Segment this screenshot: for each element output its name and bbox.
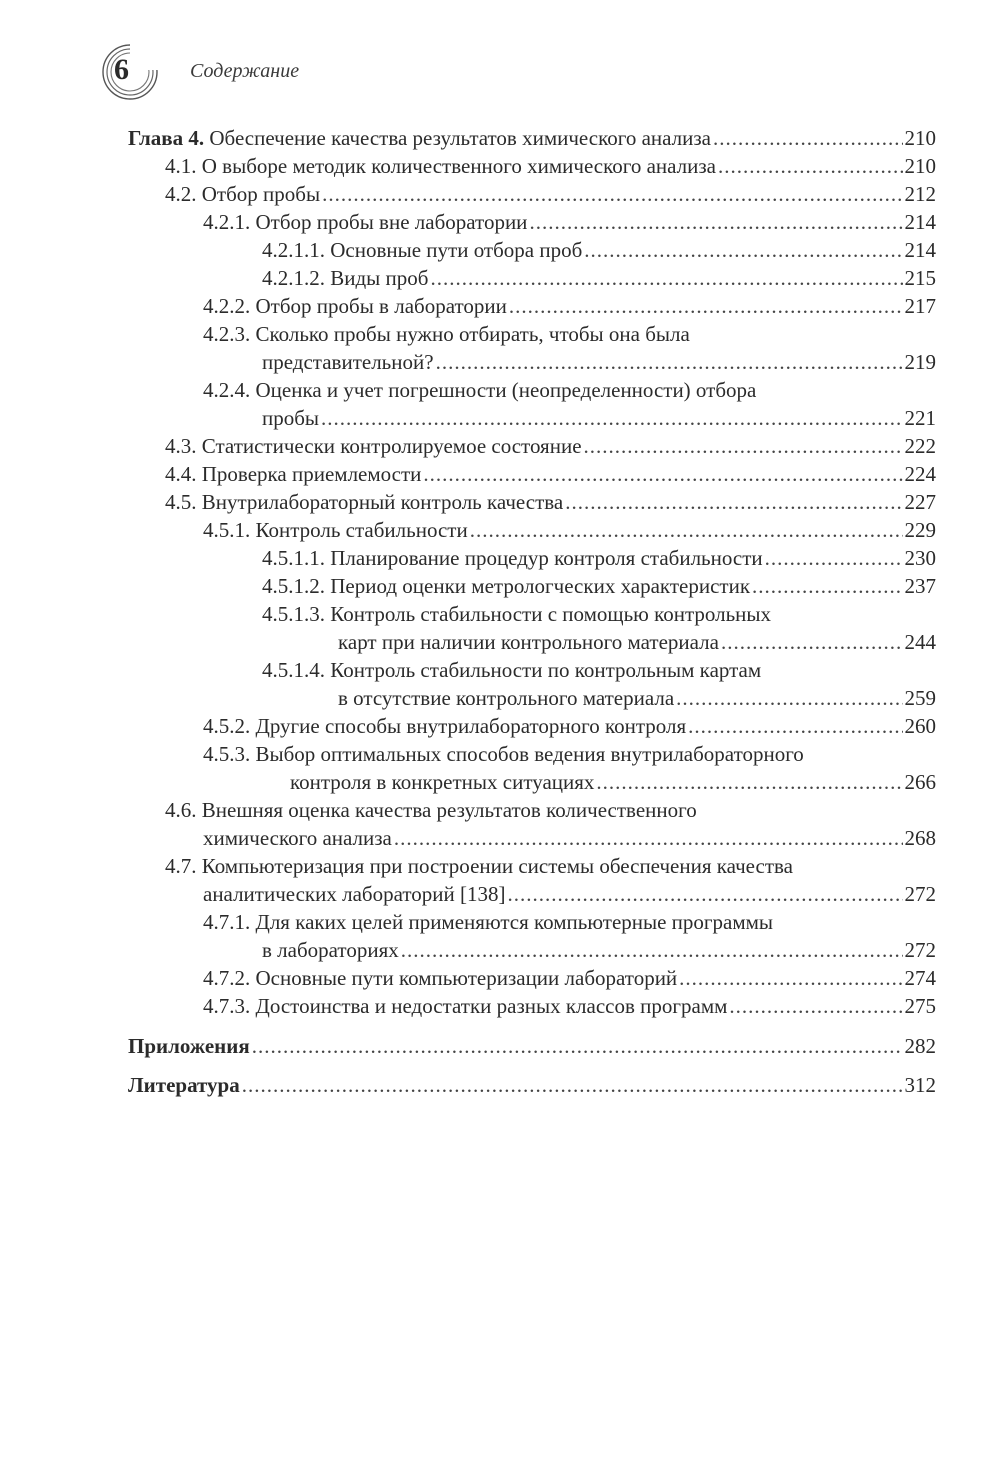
toc-entry-4-5-3[interactable] — [290, 768, 936, 796]
toc-entry-title: 4.5.1.2. Период оценки метрологческих характеристик — [262, 574, 751, 598]
toc-page-number: 214 — [904, 210, 936, 234]
toc-entry-continuation: в лабораториях — [262, 938, 399, 962]
toc-entry-title: 4.1. О выборе методик количественного химического анализа — [165, 154, 717, 178]
toc-page-number: 230 — [904, 546, 936, 570]
toc-entry-literature[interactable] — [128, 1071, 936, 1099]
dot-leader — [508, 880, 903, 908]
toc-page-number: 210 — [904, 126, 936, 150]
toc-entry-4-2-4-title[interactable]: 4.2.4. Оценка и учет погрешности (неопределенности) отбора — [203, 378, 757, 402]
toc-page-number: 222 — [904, 434, 936, 458]
toc-entry-4-5-1[interactable] — [203, 516, 936, 544]
dot-leader — [718, 152, 902, 180]
dot-leader — [321, 404, 902, 432]
toc-entry-4-5-1-3-title[interactable]: 4.5.1.3. Контроль стабильности с помощью контрольных — [262, 602, 772, 626]
dot-leader — [688, 712, 902, 740]
dot-leader — [322, 180, 902, 208]
dot-leader — [242, 1071, 903, 1099]
toc-page-number: 214 — [904, 238, 936, 262]
toc-entry-4-1[interactable] — [165, 152, 936, 180]
toc-entry-title: 4.7.2. Основные пути компьютеризации лабораторий — [203, 966, 678, 990]
dot-leader — [679, 964, 902, 992]
toc-entry-title: 4.2.1. Отбор пробы вне лаборатории — [203, 210, 528, 234]
page-number: 6 — [114, 53, 129, 86]
dot-leader — [470, 516, 903, 544]
dot-leader — [584, 236, 902, 264]
toc-page-number: 260 — [904, 714, 936, 738]
toc-entry-4-7[interactable] — [203, 880, 936, 908]
toc-entry-continuation: карт при наличии контрольного материала — [338, 630, 719, 654]
dot-leader — [713, 124, 903, 152]
toc-entry-title: Обеспечение качества результатов химического анализа — [209, 126, 711, 150]
toc-page-number: 217 — [904, 294, 936, 318]
toc-page-number: 244 — [904, 630, 936, 654]
toc-page-number: 268 — [904, 826, 936, 850]
toc-entry-continuation: пробы — [262, 406, 320, 430]
toc-entry-4-4[interactable] — [165, 460, 936, 488]
dot-leader — [765, 544, 903, 572]
toc-entry-4-5-1-4-title[interactable]: 4.5.1.4. Контроль стабильности по контрольным картам — [262, 658, 762, 682]
toc-entry-title: 4.2.1.2. Виды проб — [262, 266, 429, 290]
dot-leader — [509, 292, 903, 320]
toc-entry-4-7-title[interactable]: 4.7. Компьютеризация при построении системы обеспечения качества — [165, 854, 793, 878]
toc-entry-4-2-2[interactable] — [203, 292, 936, 320]
toc-page-number: 272 — [904, 938, 936, 962]
toc-page-number: 312 — [904, 1073, 936, 1097]
dot-leader — [436, 348, 903, 376]
toc-entry-4-2-1[interactable] — [203, 208, 936, 236]
toc-entry-title: Приложения — [128, 1034, 250, 1058]
toc-entry-continuation: представительной? — [262, 350, 434, 374]
toc-entry-4-5-1-1[interactable] — [262, 544, 936, 572]
dot-leader — [423, 460, 902, 488]
toc-page-number: 229 — [904, 518, 936, 542]
toc-page-number: 274 — [904, 966, 936, 990]
toc-page-number: 215 — [904, 266, 936, 290]
toc-entry-4-5-1-4[interactable] — [338, 684, 936, 712]
toc-entry-continuation: контроля в конкретных ситуациях — [290, 770, 595, 794]
toc-page-number: 224 — [904, 462, 936, 486]
toc-page-number: 275 — [904, 994, 936, 1018]
toc-page-number: 259 — [904, 686, 936, 710]
toc-entry-4-7-3[interactable] — [203, 992, 936, 1020]
toc-entry-title: 4.2. Отбор пробы — [165, 182, 321, 206]
toc-page-number: 221 — [904, 406, 936, 430]
dot-leader — [430, 264, 902, 292]
dot-leader — [721, 628, 903, 656]
toc-entry-4-5-1-3[interactable] — [338, 628, 936, 656]
toc-entry-title: 4.4. Проверка приемлемости — [165, 462, 422, 486]
toc-entry-4-5[interactable] — [165, 488, 936, 516]
toc-entry-title: 4.5.1.1. Планирование процедур контроля стабильности — [262, 546, 763, 570]
toc-page-number: 210 — [904, 154, 936, 178]
toc-entry-title: Литература — [128, 1073, 240, 1097]
chapter-label: Глава 4. — [128, 126, 205, 150]
toc-page-number: 219 — [904, 350, 936, 374]
toc-entry-4-2[interactable] — [165, 180, 936, 208]
toc-entry-continuation: химического анализа — [203, 826, 392, 850]
toc-page-number: 212 — [904, 182, 936, 206]
toc-page-number: 266 — [904, 770, 936, 794]
dot-leader — [584, 432, 903, 460]
dot-leader — [401, 936, 903, 964]
toc-entry-title: 4.5.2. Другие способы внутрилабораторного контроля — [203, 714, 687, 738]
toc-entry-4-2-1-1[interactable] — [262, 236, 936, 264]
toc-entry-title: 4.2.2. Отбор пробы в лаборатории — [203, 294, 507, 318]
dot-leader — [394, 824, 903, 852]
toc-page-number: 227 — [904, 490, 936, 514]
toc-entry-continuation: в отсутствие контрольного материала — [338, 686, 675, 710]
toc-entry-4-5-2[interactable] — [203, 712, 936, 740]
toc-entry-4-7-1[interactable] — [262, 936, 936, 964]
dot-leader — [752, 572, 902, 600]
dot-leader — [565, 488, 902, 516]
dot-leader — [729, 992, 902, 1020]
toc-entry-4-7-1-title[interactable]: 4.7.1. Для каких целей применяются компьютерные программы — [203, 910, 774, 934]
toc-entry-4-3[interactable] — [165, 432, 936, 460]
toc-entry-4-2-3-title[interactable]: 4.2.3. Сколько пробы нужно отбирать, чтобы она была — [203, 322, 690, 346]
toc-entry-continuation: аналитических лабораторий [138] — [203, 882, 506, 906]
toc-entry-chapter-4[interactable] — [128, 124, 936, 152]
toc-entry-4-5-1-2[interactable] — [262, 572, 936, 600]
toc-entry-appendix[interactable] — [128, 1032, 936, 1060]
toc-entry-4-2-1-2[interactable] — [262, 264, 936, 292]
toc-page-number: 237 — [904, 574, 936, 598]
toc-entry-4-6-title[interactable]: 4.6. Внешняя оценка качества результатов количественного — [165, 798, 697, 822]
dot-leader — [596, 768, 902, 796]
dot-leader — [252, 1032, 903, 1060]
running-title: Содержание — [190, 60, 300, 82]
dot-leader — [676, 684, 902, 712]
toc-page-number: 282 — [904, 1034, 936, 1058]
toc-entry-4-7-2[interactable] — [203, 964, 936, 992]
toc-entry-title: 4.5.1. Контроль стабильности — [203, 518, 468, 542]
toc-page-number: 272 — [904, 882, 936, 906]
toc-entry-4-5-3-title[interactable]: 4.5.3. Выбор оптимальных способов ведения внутрилабораторного — [203, 742, 804, 766]
toc-entry-title: 4.5. Внутрилабораторный контроль качества — [165, 490, 564, 514]
toc-entry-4-2-4[interactable] — [262, 404, 936, 432]
toc-entry-4-6[interactable] — [203, 824, 936, 852]
toc-entry-title: 4.2.1.1. Основные пути отбора проб — [262, 238, 583, 262]
toc-entry-title: 4.3. Статистически контролируемое состояние — [165, 434, 582, 458]
dot-leader — [529, 208, 902, 236]
toc-entry-4-2-3[interactable] — [262, 348, 936, 376]
toc-entry-title: 4.7.3. Достоинства и недостатки разных классов программ — [203, 994, 728, 1018]
